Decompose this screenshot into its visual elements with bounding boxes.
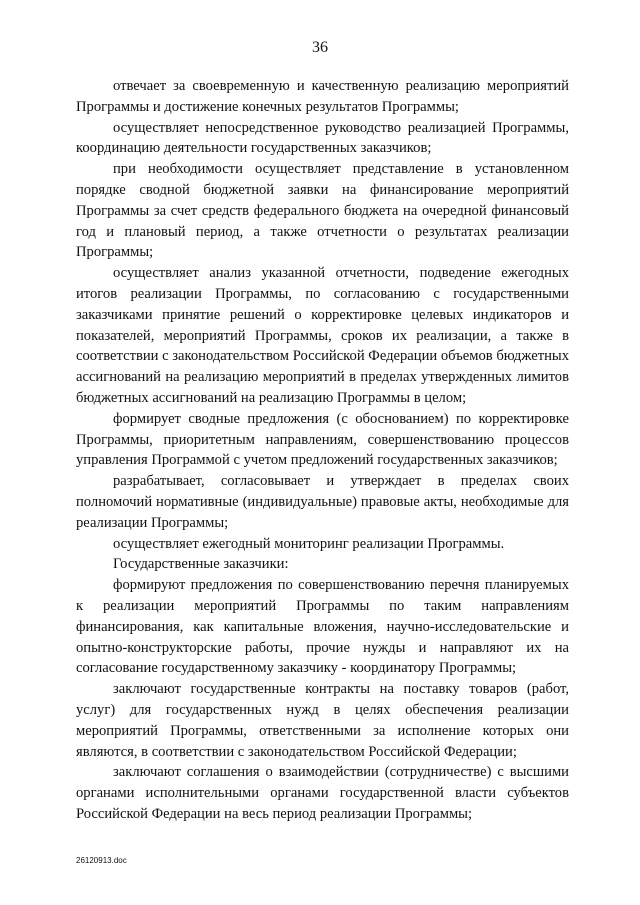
paragraph: осуществляет анализ указанной отчетности, подведение ежегодных итогов реализации Программы, по согласованию с государственными заказчиками принятие решений о корректировке целевых индикаторов и показателей, мероприятий Программы, сроков их реализации, а также в соответствии с законодательством Российской Федерации объемов бюджетных ассигнований на реализацию мероприятий в пределах утвержденных лимитов бюджетных ассигнований на реализацию Программы в целом; <box>76 265 569 406</box>
section-heading: Государственные заказчики: <box>113 556 289 573</box>
paragraph: заключают соглашения о взаимодействии (сотрудничестве) с высшими органами исполнительными органами государственной власти субъектов Российской Федерации на весь период реализации Программы; <box>76 764 569 822</box>
paragraph: при необходимости осуществляет представление в установленном порядке сводной бюджетной заявки на финансирование мероприятий Программы за счет средств федерального бюджета на очередной финансовый год и плановый период, а также отчетности о результатах реализации Программы; <box>76 161 569 261</box>
paragraph: формируют предложения по совершенствованию перечня планируемых к реализации мероприятий Программы по таким направлениям финансирования, как капитальные вложения, научно-исследовательские и опытно-конструкторские работы, прочие нужды и направляют их на согласование государственному заказчику - координатору Программы; <box>76 577 569 677</box>
paragraph: осуществляет ежегодный мониторинг реализации Программы. <box>113 535 505 552</box>
document-body <box>76 76 569 825</box>
page-number: 36 <box>312 39 328 56</box>
paragraph: формирует сводные предложения (с обоснованием) по корректировке Программы, приоритетным направлениям, совершенствованию процессов управления Программой с учетом предложений государственных заказчиков; <box>76 410 569 469</box>
paragraph: заключают государственные контракты на поставку товаров (работ, услуг) для государственных нужд в целях обеспечения реализации мероприятий Программы, ответственными за исполнение которых они являются, в соответствии с законодательством Российской Федерации; <box>76 681 569 760</box>
paragraph: осуществляет непосредственное руководство реализацией Программы, координацию деятельности государственных заказчиков; <box>76 119 569 157</box>
paragraph: разрабатывает, согласовывает и утверждает в пределах своих полномочий нормативные (индивидуальные) правовые акты, необходимые для реализации Программы; <box>76 473 569 531</box>
paragraph: отвечает за своевременную и качественную реализацию мероприятий Программы и достижение конечных результатов Программы; <box>76 78 569 115</box>
footer-filename: 26120913.doc <box>76 856 127 865</box>
